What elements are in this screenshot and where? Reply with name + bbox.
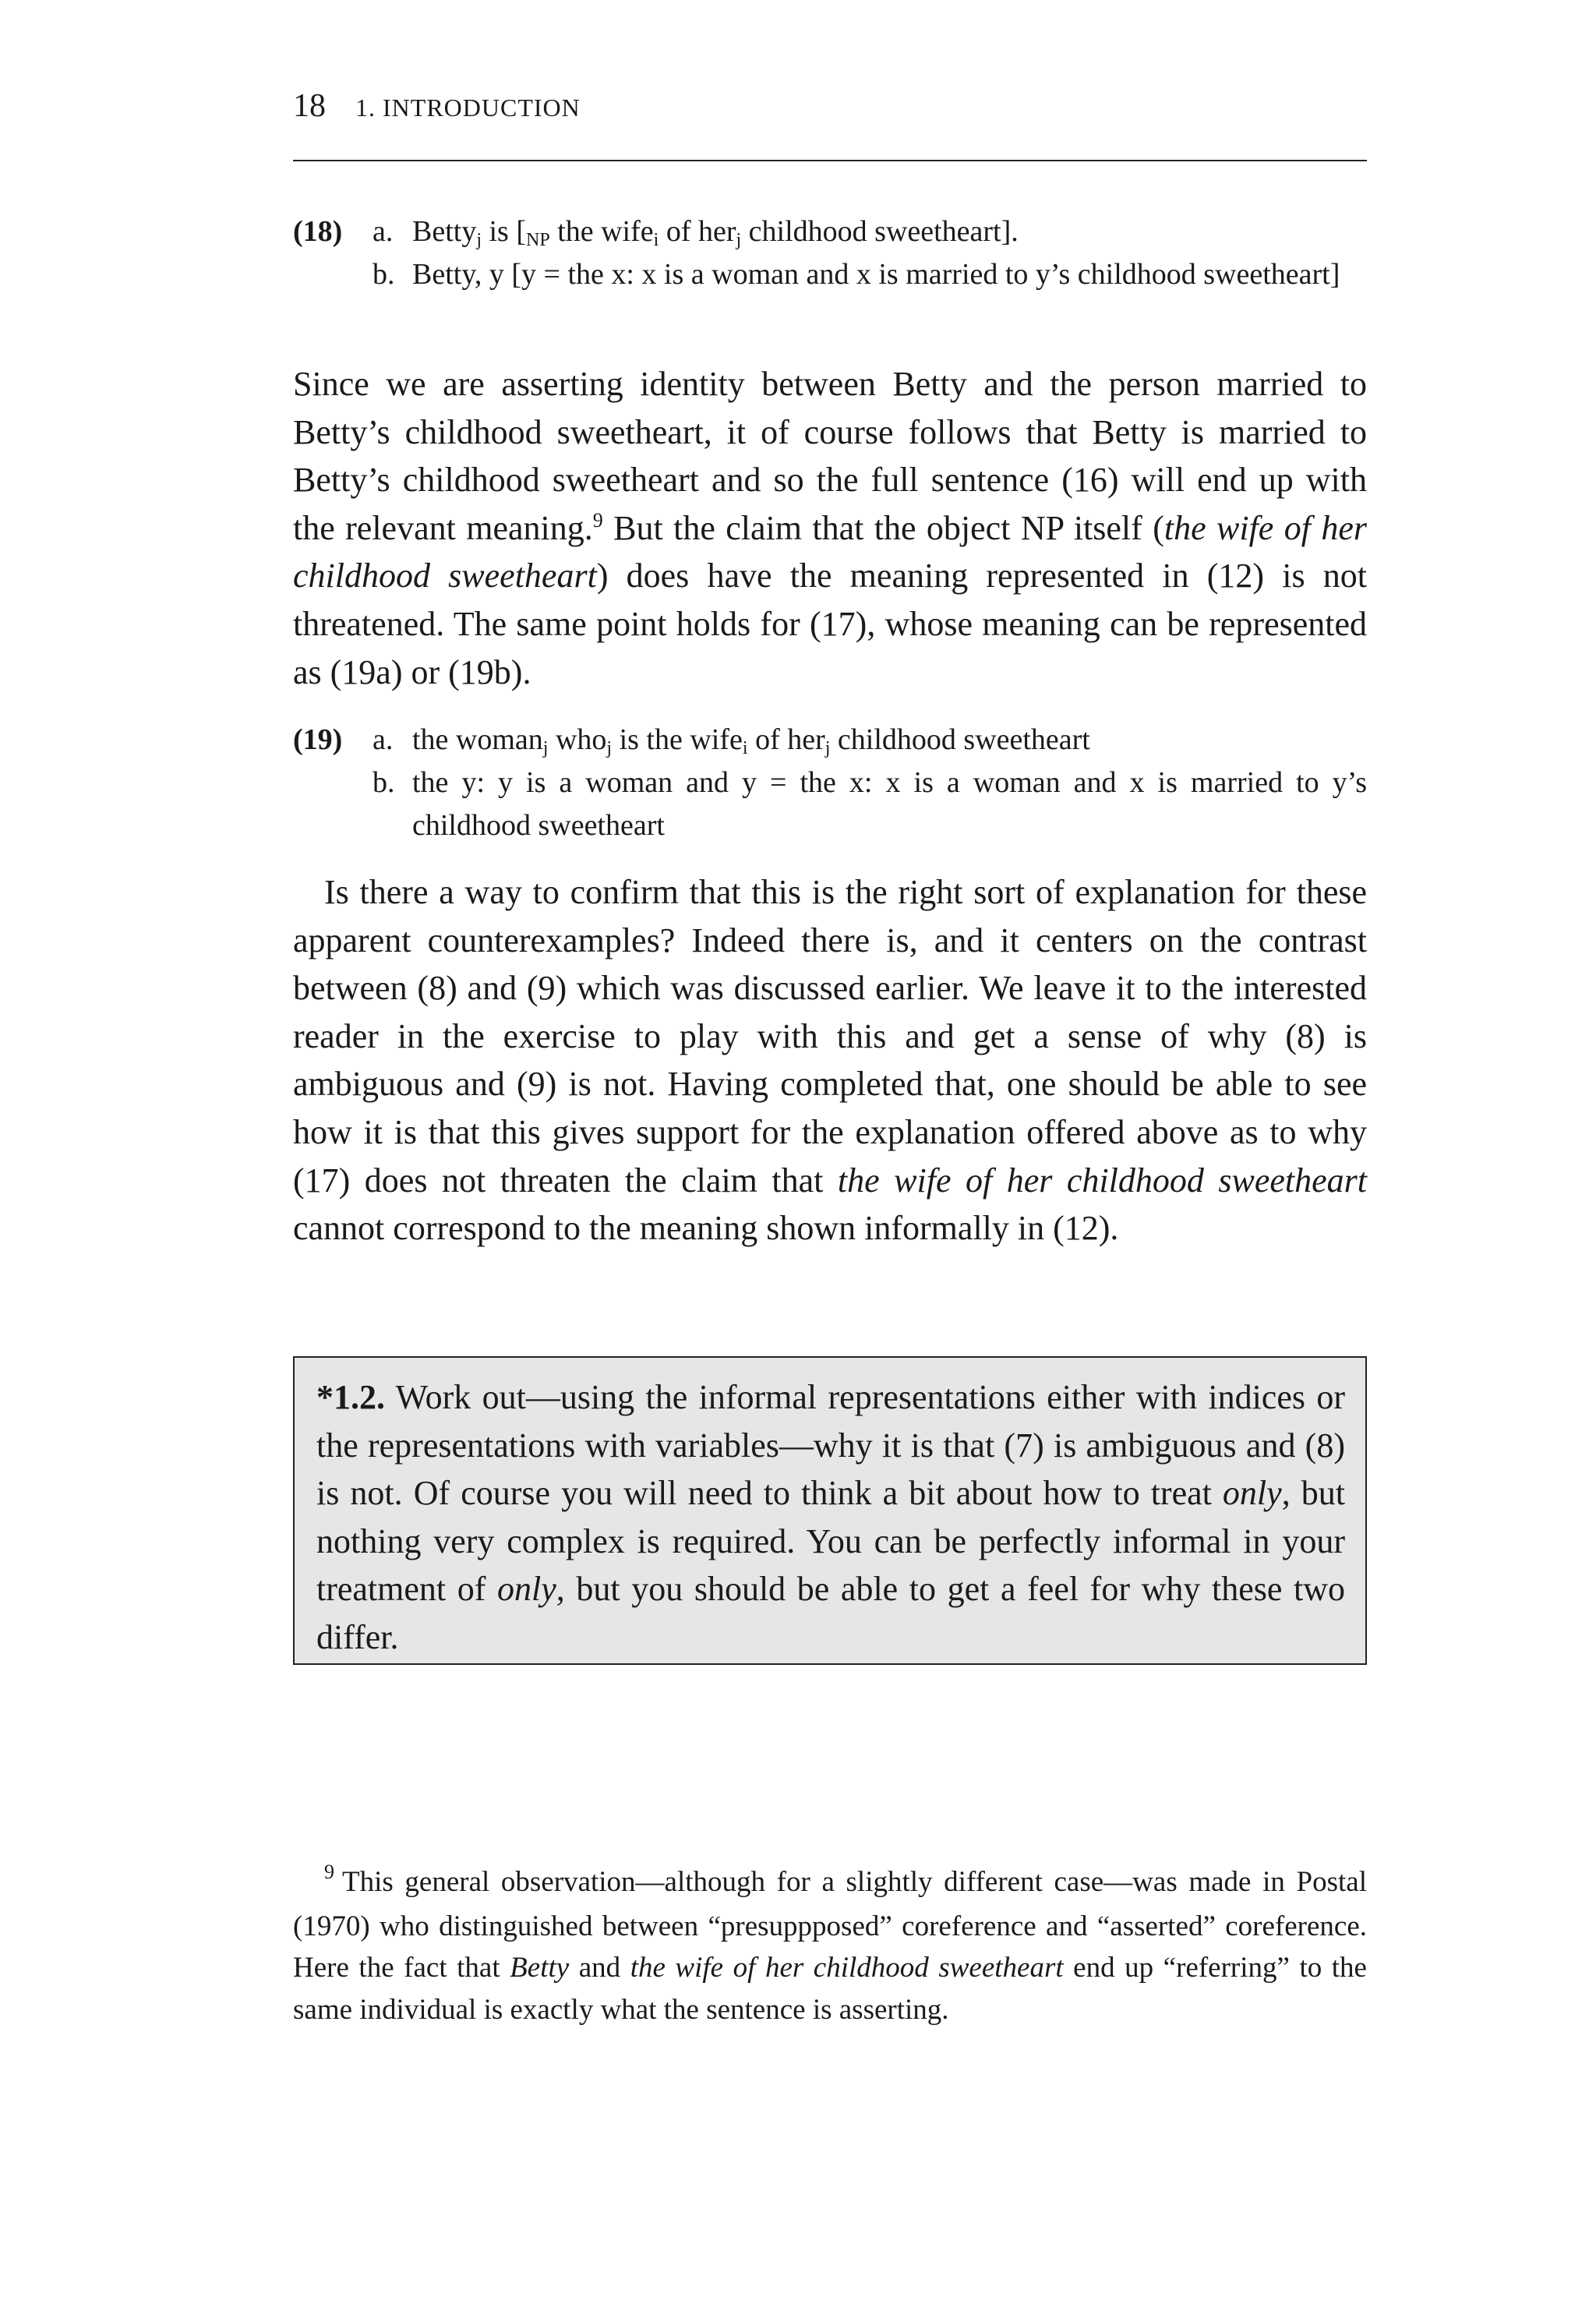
exercise-label: *1.2.	[316, 1378, 385, 1416]
footnote-mark: 9	[324, 1861, 334, 1883]
text-run: and	[569, 1952, 630, 1984]
item-text: Betty, y [y = the x: x is a woman and x is married to y’s childhood sweetheart]	[412, 258, 1340, 291]
exercise-box	[293, 1356, 1367, 1665]
text-run: childhood sweetheart	[837, 723, 1090, 756]
text-run: end up “referring” to the same individual is exactly what the sentence is asserting.	[293, 1952, 1367, 2026]
text-run: Betty	[412, 215, 477, 248]
footnote	[293, 1861, 1367, 2030]
italic-phrase: the wife of her childhood sweetheart	[630, 1952, 1064, 1984]
text-run: , but you should be able to get a feel for why these two differ.	[316, 1570, 1345, 1656]
example-item-a	[293, 210, 1367, 253]
text-run: is [	[489, 215, 526, 248]
item-label: b.	[373, 766, 395, 799]
italic-phrase: the wife of her childhood sweetheart	[293, 508, 1368, 595]
text-run: But the claim that the object NP itself (	[602, 508, 1164, 547]
subscript-index: i	[742, 738, 748, 758]
text-run: ) does have the meaning represented in (12) is not threatened. The same point holds for (17), whose meaning can be represented as (19a) or (19b).	[293, 557, 1368, 691]
example-number: (19)	[293, 723, 343, 756]
example-item-b	[293, 253, 1367, 296]
text-run: is the wife	[619, 723, 743, 756]
example-18	[293, 210, 1367, 296]
subscript-index: j	[542, 738, 549, 758]
item-label: a.	[373, 723, 394, 756]
footnote-ref: 9	[592, 508, 603, 532]
italic-phrase: the wife of her childhood sweetheart	[837, 1161, 1367, 1200]
text-run: of her	[755, 723, 825, 756]
text-run: childhood sweetheart].	[748, 215, 1019, 248]
item-label: a.	[373, 215, 394, 248]
page-number: 18	[293, 88, 326, 124]
item-text	[412, 719, 1367, 762]
item-label: b.	[373, 258, 395, 291]
subscript-index: j	[606, 738, 613, 758]
example-item-a	[293, 719, 1367, 762]
item-text: the y: y is a woman and y = the x: x is a woman and x is married to y’s childhood sweetheart	[412, 766, 1367, 842]
header-rule	[293, 160, 1367, 161]
text-run: the wife	[557, 215, 654, 248]
body-paragraph	[293, 360, 1367, 696]
running-head: 1. INTRODUCTION	[355, 94, 581, 122]
subscript-index: j	[736, 230, 742, 250]
italic-phrase: Betty	[510, 1952, 570, 1984]
text-run: This general observation—although for a slightly different case—was made in Postal (1970) who distinguished between “presuppposed” coreference and “asserted” coreference. Here the fact that	[293, 1866, 1367, 1984]
text-run: Since we are asserting identity between Betty and the person married to Betty’s childhood sweetheart, it of course follows that Betty is married to Betty’s childhood sweetheart and so the full sentence (16) will end up with the relevant meaning.	[293, 365, 1367, 547]
example-number: (18)	[293, 215, 343, 248]
subscript-index: i	[653, 230, 659, 250]
body-paragraph	[293, 868, 1367, 1253]
text-run: of her	[666, 215, 736, 248]
text-run: who	[555, 723, 607, 756]
page-header	[293, 87, 1367, 125]
subscript-index: j	[824, 738, 831, 758]
text-run: the woman	[412, 723, 543, 756]
text-run: Is there a way to confirm that this is the right sort of explanation for these apparent counterexamples? Indeed there is, and it centers on the contrast between (8) and (9) which was discussed earlier. We leave it to the interested reader in the exercise to play with this and get a sense of why (8) is ambiguous and (9) is not. Having completed that, one should be able to see how it is that this gives support for the explanation offered above as to why (17) does not threaten the claim that	[293, 873, 1367, 1200]
text-run: cannot correspond to the meaning shown informally in (12).	[293, 1209, 1119, 1248]
italic-phrase: only	[1222, 1474, 1282, 1513]
example-19	[293, 719, 1367, 847]
subscript-index: j	[476, 230, 482, 250]
item-text	[412, 210, 1367, 253]
text-run: Work out—using the informal representations either with indices or the representations with variables—why it is that (7) is ambiguous and (8) is not. Of course you will need to think a bit about how to treat	[316, 1378, 1345, 1513]
subscript-np: NP	[526, 230, 550, 250]
italic-phrase: only	[497, 1570, 556, 1609]
text-run: , but nothing very complex is required. You can be perfectly informal in your treatment of	[316, 1474, 1345, 1609]
example-item-b	[293, 762, 1367, 847]
